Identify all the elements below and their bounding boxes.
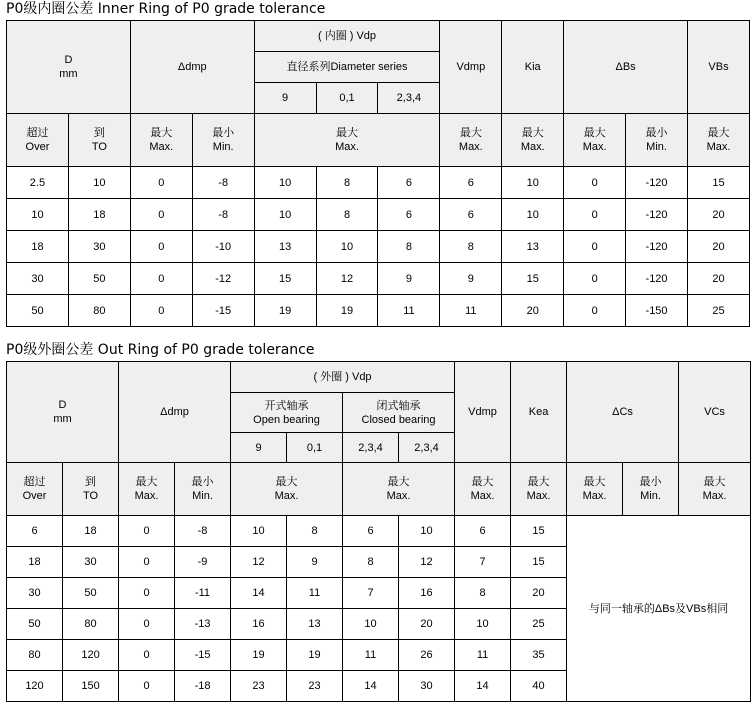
table-cell: 6 [343, 516, 399, 547]
table-cell: 11 [343, 640, 399, 671]
sub-to: 到 TO [63, 463, 119, 516]
table-cell: 7 [455, 547, 511, 578]
sub-max: 最大 Max. [511, 463, 567, 516]
table-cell: 30 [7, 578, 63, 609]
header-series-234-closed: 2,3,4 [399, 433, 455, 463]
header-dcs: ΔCs [567, 362, 679, 463]
table-cell: 25 [511, 609, 567, 640]
table-cell: 10 [316, 231, 378, 263]
table-cell: -8 [192, 167, 254, 199]
sub-to: 到 TO [68, 114, 130, 167]
table-cell: 0 [130, 263, 192, 295]
table-cell: 14 [455, 671, 511, 702]
outer-ring-tolerance-table [6, 361, 751, 702]
table-cell: 6 [378, 199, 440, 231]
table-cell: 14 [343, 671, 399, 702]
inner-ring-rows [7, 167, 750, 327]
table-cell: 20 [399, 609, 455, 640]
header-vbs: VBs [688, 21, 750, 114]
table-cell: 18 [63, 516, 119, 547]
table-cell: 23 [231, 671, 287, 702]
table-cell: 12 [316, 263, 378, 295]
table-cell: 20 [511, 578, 567, 609]
table-cell: 12 [231, 547, 287, 578]
header-vdp-group: ( 外圈 ) Vdp [231, 362, 455, 393]
header-diameter-series: 直径系列Diameter series [254, 52, 440, 83]
table-cell: 0 [119, 609, 175, 640]
inner-ring-title: P0级内圈公差 Inner Ring of P0 grade tolerance [6, 1, 326, 17]
table-cell: 8 [316, 167, 378, 199]
sub-max: 最大 Max. [343, 463, 455, 516]
table-cell: 12 [399, 547, 455, 578]
table-cell: -18 [175, 671, 231, 702]
table-cell: 9 [378, 263, 440, 295]
header-d [7, 362, 119, 463]
table-cell: 6 [7, 516, 63, 547]
table-cell: 13 [287, 609, 343, 640]
table-cell: 15 [511, 516, 567, 547]
table-cell: -15 [192, 295, 254, 327]
header-series-234: 2,3,4 [343, 433, 399, 463]
table-cell: 30 [63, 547, 119, 578]
header-dmp: Δdmp [119, 362, 231, 463]
table-cell: 0 [119, 671, 175, 702]
header-vdmp: Vdmp [455, 362, 511, 463]
table-cell: 10 [254, 199, 316, 231]
table-cell: -8 [175, 516, 231, 547]
table-cell: -120 [626, 167, 688, 199]
table-cell: 23 [287, 671, 343, 702]
sub-max: 最大 Max. [130, 114, 192, 167]
table-cell: -13 [175, 609, 231, 640]
table-cell: 14 [231, 578, 287, 609]
table-cell: 0 [119, 578, 175, 609]
table-cell: 8 [287, 516, 343, 547]
table-cell: 18 [7, 231, 69, 263]
sub-max: 最大 Max. [440, 114, 502, 167]
header-dbs: ΔBs [564, 21, 688, 114]
table-cell: 10 [502, 167, 564, 199]
table-cell: -120 [626, 263, 688, 295]
table-cell: 19 [316, 295, 378, 327]
header-series-234: 2,3,4 [378, 83, 440, 114]
table-cell: 0 [119, 547, 175, 578]
sub-max: 最大 Max. [231, 463, 343, 516]
table-cell: 50 [7, 609, 63, 640]
table-cell: 11 [455, 640, 511, 671]
table-cell: 80 [63, 609, 119, 640]
header-open-bearing: 开式轴承 Open bearing [231, 393, 343, 433]
sub-max: 最大 Max. [688, 114, 750, 167]
table-cell: -11 [175, 578, 231, 609]
sub-over: 超过 Over [7, 463, 63, 516]
outer-ring-rows [7, 516, 751, 702]
table-cell: 150 [63, 671, 119, 702]
table-cell: 30 [7, 263, 69, 295]
table-cell: 8 [316, 199, 378, 231]
sub-max: 最大 Max. [254, 114, 440, 167]
table-cell: 0 [564, 263, 626, 295]
table-row [7, 199, 750, 231]
header-vdp-group: ( 内圈 ) Vdp [254, 21, 440, 52]
table-cell: 0 [564, 231, 626, 263]
sub-max: 最大 Max. [455, 463, 511, 516]
table-cell: 20 [688, 263, 750, 295]
table-cell: 15 [511, 547, 567, 578]
header-closed-bearing: 闭式轴承 Closed bearing [343, 393, 455, 433]
table-cell: 6 [440, 167, 502, 199]
table-cell: 80 [7, 640, 63, 671]
table-row [7, 167, 750, 199]
table-cell: 19 [254, 295, 316, 327]
sub-min: 最小 Min. [175, 463, 231, 516]
table-cell: 10 [399, 516, 455, 547]
table-cell: 0 [130, 295, 192, 327]
table-cell: -120 [626, 231, 688, 263]
table-cell: 11 [287, 578, 343, 609]
table-cell: 35 [511, 640, 567, 671]
table-cell: 0 [130, 167, 192, 199]
sub-min: 最小 Min. [626, 114, 688, 167]
table-cell: 19 [231, 640, 287, 671]
table-cell: 20 [502, 295, 564, 327]
header-d-symbol: D [64, 54, 73, 66]
outer-ring-title: P0级外圈公差 Out Ring of P0 grade tolerance [6, 342, 315, 358]
table-cell: 6 [440, 199, 502, 231]
table-cell: 18 [7, 547, 63, 578]
table-cell: -9 [175, 547, 231, 578]
table-cell: 25 [688, 295, 750, 327]
table-cell: 19 [287, 640, 343, 671]
table-cell: 16 [231, 609, 287, 640]
sub-max: 最大 Max. [679, 463, 751, 516]
table-cell: 10 [254, 167, 316, 199]
table-cell: 9 [440, 263, 502, 295]
table-cell: 120 [63, 640, 119, 671]
table-cell: 10 [502, 199, 564, 231]
table-cell: 30 [68, 231, 130, 263]
table-cell: -12 [192, 263, 254, 295]
header-series-01: 0,1 [287, 433, 343, 463]
table-cell: 18 [68, 199, 130, 231]
sub-max: 最大 Max. [502, 114, 564, 167]
sub-min: 最小 Min. [623, 463, 679, 516]
table-row [7, 516, 751, 547]
header-series-9: 9 [231, 433, 287, 463]
table-cell: 7 [343, 578, 399, 609]
table-cell: 11 [440, 295, 502, 327]
header-kia: Kia [502, 21, 564, 114]
table-cell: 30 [399, 671, 455, 702]
table-cell: 20 [688, 231, 750, 263]
sub-over: 超过 Over [7, 114, 69, 167]
table-cell: -8 [192, 199, 254, 231]
table-cell: 120 [7, 671, 63, 702]
table-cell: 0 [119, 640, 175, 671]
table-cell: 6 [378, 167, 440, 199]
table-cell: 9 [287, 547, 343, 578]
sub-max: 最大 Max. [567, 463, 623, 516]
table-cell: 80 [68, 295, 130, 327]
sub-max: 最大 Max. [119, 463, 175, 516]
table-cell: -10 [192, 231, 254, 263]
table-cell: 0 [564, 295, 626, 327]
table-cell: 10 [455, 609, 511, 640]
table-cell: 0 [130, 231, 192, 263]
table-cell: 13 [254, 231, 316, 263]
table-cell: -120 [626, 199, 688, 231]
table-cell: 0 [564, 167, 626, 199]
table-cell: 0 [564, 199, 626, 231]
header-series-9: 9 [254, 83, 316, 114]
header-vdmp: Vdmp [440, 21, 502, 114]
table-cell: -150 [626, 295, 688, 327]
table-cell: -15 [175, 640, 231, 671]
header-series-01: 0,1 [316, 83, 378, 114]
header-d-unit: mm [53, 413, 72, 425]
table-row [7, 231, 750, 263]
table-cell: 40 [511, 671, 567, 702]
header-d [7, 21, 131, 114]
table-cell: 50 [7, 295, 69, 327]
header-vcs: VCs [679, 362, 751, 463]
table-cell: 2.5 [7, 167, 69, 199]
table-cell: 6 [455, 516, 511, 547]
inner-ring-tolerance-table [6, 20, 750, 327]
table-cell: 0 [119, 516, 175, 547]
table-cell: 26 [399, 640, 455, 671]
header-dmp: Δdmp [130, 21, 254, 114]
table-cell: 13 [502, 231, 564, 263]
table-cell: 10 [68, 167, 130, 199]
table-cell: 8 [378, 231, 440, 263]
header-d-symbol: D [58, 399, 67, 411]
table-cell: 8 [440, 231, 502, 263]
table-cell: 10 [343, 609, 399, 640]
table-cell: 16 [399, 578, 455, 609]
sub-min: 最小 Min. [192, 114, 254, 167]
table-cell: 8 [343, 547, 399, 578]
table-cell: 15 [254, 263, 316, 295]
same-as-inner-note: 与同一轴承的ΔBs及VBs相同 [567, 516, 751, 702]
table-row [7, 263, 750, 295]
table-cell: 0 [130, 199, 192, 231]
table-cell: 8 [455, 578, 511, 609]
table-cell: 50 [63, 578, 119, 609]
table-cell: 15 [688, 167, 750, 199]
table-cell: 11 [378, 295, 440, 327]
header-kea: Kea [511, 362, 567, 463]
table-cell: 15 [502, 263, 564, 295]
sub-max: 最大 Max. [564, 114, 626, 167]
table-cell: 10 [231, 516, 287, 547]
table-cell: 20 [688, 199, 750, 231]
header-d-unit: mm [59, 68, 78, 80]
table-row [7, 295, 750, 327]
table-cell: 10 [7, 199, 69, 231]
table-cell: 50 [68, 263, 130, 295]
